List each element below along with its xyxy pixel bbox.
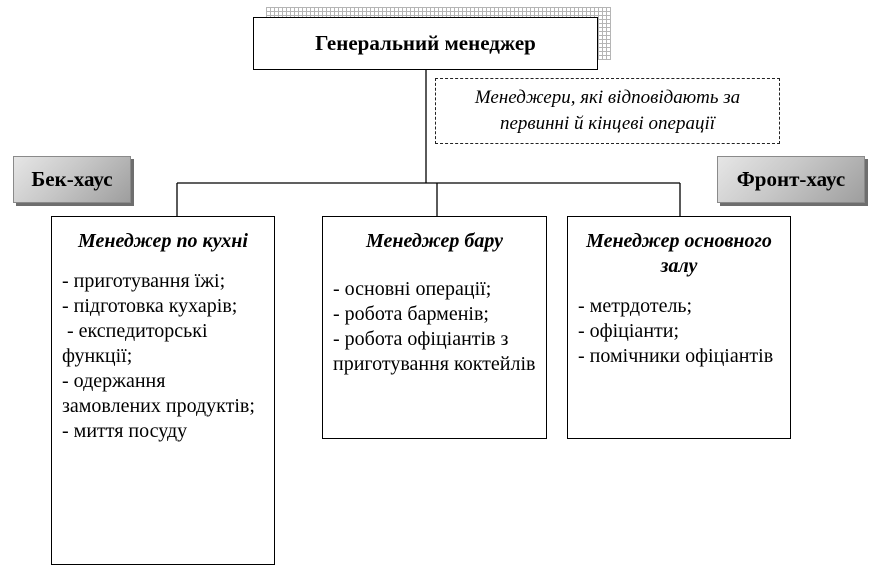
hall-manager-title: Менеджер основного залу	[586, 230, 772, 277]
general-manager-label: Генеральний менеджер	[315, 31, 536, 55]
kitchen-duty-item: - одержання замовлених продуктів;	[62, 370, 255, 417]
kitchen-duty-item: - миття посуду	[62, 420, 188, 442]
note-line-1: Менеджери, які відповідають за	[474, 87, 741, 108]
kitchen-duty-item: - експедиторські функції;	[62, 320, 213, 367]
note-box	[435, 78, 780, 144]
front-house-label: Фронт-хаус	[717, 156, 865, 203]
bar-duty-item: - робота барменів;	[333, 303, 489, 325]
kitchen-manager-title: Менеджер по кухні	[78, 230, 248, 252]
kitchen-manager-box	[51, 216, 275, 565]
bar-manager-title: Менеджер бару	[365, 230, 504, 252]
bar-manager-box	[322, 216, 547, 439]
hall-duty-item: - метрдотель;	[578, 295, 693, 317]
bar-duty-item: - основні операції;	[333, 278, 492, 300]
kitchen-duty-item: - приготування їжі;	[62, 270, 226, 292]
hall-manager-box	[567, 216, 791, 439]
hall-duty-item: - помічники офіціантів	[578, 345, 774, 367]
bar-duty-item: - робота офіціантів з приготування коктейлів	[333, 328, 536, 375]
note-line-2: первинні й кінцеві операції	[499, 113, 716, 134]
kitchen-duty-item: - підготовка кухарів;	[62, 295, 238, 317]
general-manager-box	[253, 17, 598, 70]
hall-duty-item: - офіціанти;	[578, 320, 680, 342]
back-house-label: Бек-хаус	[13, 156, 131, 203]
